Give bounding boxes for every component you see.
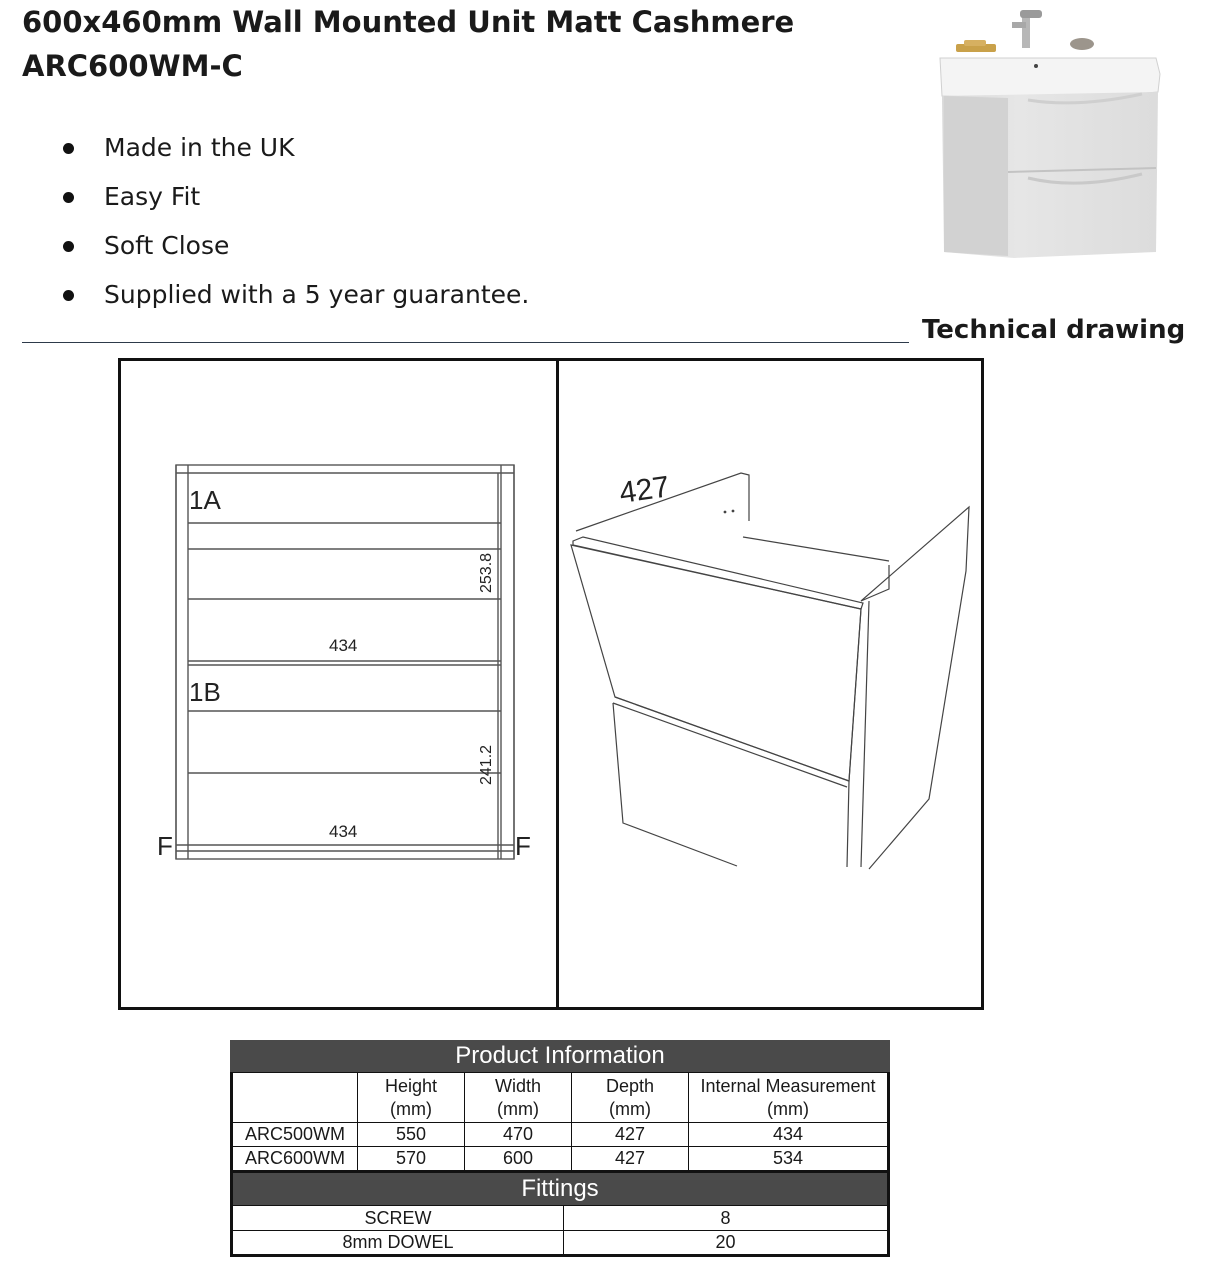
table-row: SCREW 8: [232, 1206, 889, 1231]
drawer-label-1a: 1A: [189, 485, 221, 515]
isometric-view: [571, 473, 969, 869]
column-header-height: Height (mm): [358, 1073, 465, 1123]
column-header-width: Width (mm): [465, 1073, 572, 1123]
product-info-table: [230, 1040, 890, 1260]
drawer-label-1b: 1B: [189, 677, 221, 707]
product-image: [928, 0, 1168, 270]
feature-item: Easy Fit: [56, 177, 529, 226]
dimensions-table: [230, 1072, 890, 1173]
fittings-title: Fittings: [230, 1173, 890, 1205]
section-divider: [22, 342, 909, 343]
technical-drawing-svg: [121, 361, 981, 1007]
front-elevation: [176, 465, 514, 859]
feature-list: [56, 128, 529, 324]
marker-right: F: [515, 831, 531, 861]
table-row: 8mm DOWEL 20: [232, 1231, 889, 1256]
table-row: ARC600WM 570 600 427 534: [232, 1147, 889, 1172]
marker-left: F: [157, 831, 173, 861]
depth-label: 427: [617, 470, 672, 510]
drawer-height-top: 253.8: [478, 552, 495, 593]
table-row: ARC500WM 550 470 427 434: [232, 1123, 889, 1147]
feature-item: Made in the UK: [56, 128, 529, 177]
product-info-title: Product Information: [230, 1040, 890, 1072]
fittings-table: [230, 1205, 890, 1257]
product-title-line-1: 600x460mm Wall Mounted Unit Matt Cashmere: [22, 5, 795, 39]
product-title: [22, 0, 902, 88]
drawer-width-top: 434: [329, 636, 358, 655]
table-header-blank: [232, 1073, 358, 1123]
column-header-internal: Internal Measurement (mm): [689, 1073, 889, 1123]
column-header-depth: Depth (mm): [572, 1073, 689, 1123]
drawer-width-bottom: 434: [329, 822, 358, 841]
section-heading: Technical drawing: [922, 315, 1186, 345]
drawer-height-bottom: 241.2: [478, 744, 495, 785]
product-code: ARC600WM-C: [22, 49, 243, 83]
feature-item: Supplied with a 5 year guarantee.: [56, 275, 529, 324]
feature-item: Soft Close: [56, 226, 529, 275]
technical-drawing: [118, 358, 984, 1010]
